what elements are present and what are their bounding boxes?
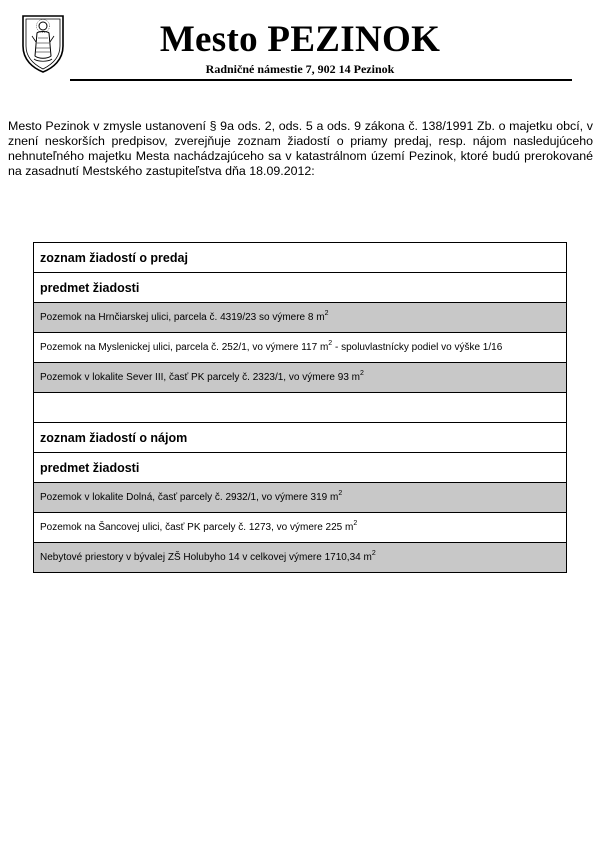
address-line: Radničné námestie 7, 902 14 Pezinok [205,62,395,76]
lease-subject-heading: predmet žiadosti [34,453,567,483]
table-row [34,453,567,483]
lease-item: Pozemok v lokalite Dolná, časť parcely č. 2932/1, vo výmere 319 $m^2$ [34,483,567,513]
table-row [34,243,567,273]
lease-section-heading: zoznam žiadostí o nájom [34,423,567,453]
lease-item: Nebytové priestory v bývalej ZŠ Holubyho 14 v celkovej výmere 1710,34 $m^2$ [34,543,567,573]
sale-item: Pozemok na Myslenickej ulici, parcela č. 252/1, vo výmere 117 $m^2$ - spoluvlastnícky podiel vo výške 1/16 [34,333,567,363]
requests-table [33,242,567,573]
table-row [34,333,567,363]
intro-paragraph: Mesto Pezinok v zmysle ustanovení § 9a ods. 2, ods. 5 a ods. 9 zákona č. 138/1991 Zb. o majetku obcí, v znení neskorších predpisov, zverejňuje zoznam žiadostí o priamy predaj, resp. nájom nasledujúceho nehnuteľného majetku Mesta nachádzajúceho sa v katastrálnom území Pezinok, ktoré budú prerokované na zasadnutí Mestského zastupiteľstva dňa 18.09.2012: [8,119,593,178]
table-row [34,483,567,513]
sale-item: Pozemok na Hrnčiarskej ulici, parcela č. 4319/23 so výmere 8 $m^2$ [34,303,567,333]
table-row [34,543,567,573]
spacer-cell [34,393,567,423]
sale-item: Pozemok v lokalite Sever III, časť PK parcely č. 2323/1, vo výmere 93 $m^2$ [34,363,567,393]
table-row [34,423,567,453]
table-row [34,303,567,333]
table-row [34,273,567,303]
table-row [34,393,567,423]
lease-item: Pozemok na Šancovej ulici, časť PK parcely č. 1273, vo výmere 225 $m^2$ [34,513,567,543]
header-divider [70,79,572,81]
table-row [34,513,567,543]
sale-section-heading: zoznam žiadostí o predaj [34,243,567,273]
table-row [34,363,567,393]
document-header [0,0,600,85]
page-title: Mesto PEZINOK [159,19,441,60]
sale-subject-heading: predmet žiadosti [34,273,567,303]
